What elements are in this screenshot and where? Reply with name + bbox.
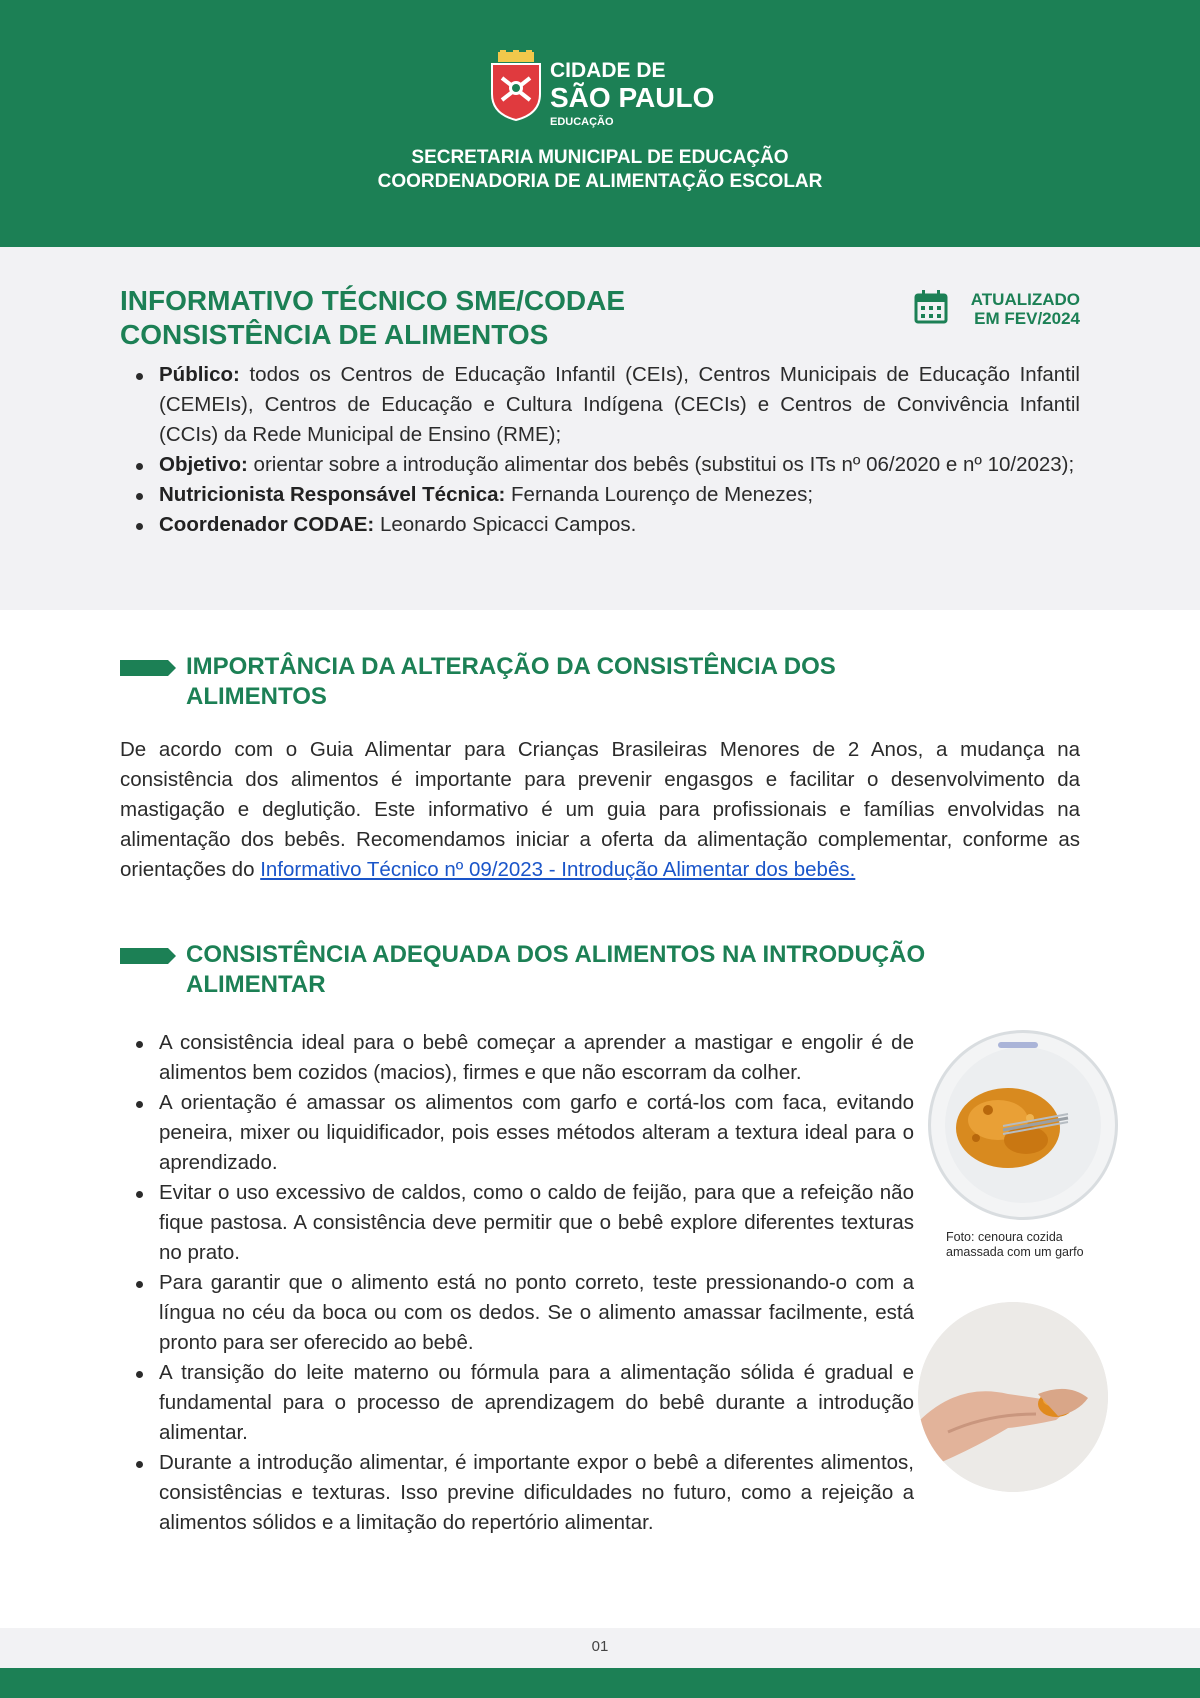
- title-line-1: INFORMATIVO TÉCNICO SME/CODAE: [120, 285, 626, 316]
- update-line-1: ATUALIZADO: [970, 290, 1080, 309]
- calendar-icon: [914, 290, 948, 324]
- list-item: Durante a introdução alimentar, é importante expor o bebê a diferentes alimentos, consistências e texturas. Isso previne dificuldades no futuro, como a rejeição a alimentos sólidos e a limitação do repertório alimentar.: [120, 1448, 914, 1538]
- info-item-objetivo: [120, 450, 1080, 480]
- photo-caption: Foto: cenoura cozida amassada com um garfo: [946, 1230, 1084, 1259]
- section-marker-icon: [120, 948, 176, 964]
- update-badge: [912, 290, 1082, 330]
- document-title: [120, 284, 625, 352]
- info-item-publico: [120, 360, 1080, 450]
- section-heading-consistencia: [120, 940, 1080, 1004]
- hand-illustration: [918, 1302, 1108, 1492]
- list-item: Para garantir que o alimento está no ponto correto, teste pressionando-o com a língua no céu da boca ou com os dedos. Se o alimento amassar facilmente, está pronto para ser oferecido ao bebê.: [120, 1268, 914, 1358]
- update-line-2: EM FEV/2024: [974, 309, 1080, 328]
- footer-strip: [0, 1668, 1200, 1698]
- mashed-carrot-photo: [928, 1030, 1118, 1220]
- section-heading-importancia: [120, 652, 1080, 716]
- header-coordenadoria: COORDENADORIA DE ALIMENTAÇÃO ESCOLAR: [377, 171, 823, 192]
- info-text: orientar sobre a introdução alimentar dos bebês (substitui os ITs nº 06/2020 e nº 10/2023);: [247, 453, 1075, 476]
- info-label: Nutricionista Responsável Técnica:: [159, 483, 506, 506]
- heading-line-1: IMPORTÂNCIA DA ALTERAÇÃO DA CONSISTÊNCIA DOS: [186, 653, 836, 680]
- section-marker-icon: [120, 660, 176, 676]
- info-label: Público:: [159, 363, 240, 386]
- plate-illustration: [928, 1030, 1118, 1220]
- consistency-list: [120, 1028, 914, 1538]
- logo-text-cidade-de: CIDADE DE: [550, 59, 666, 82]
- list-item: A transição do leite materno ou fórmula para a alimentação sólida é gradual e fundamental para o processo de aprendizagem do bebê durante a introdução alimentar.: [120, 1358, 914, 1448]
- heading-line-1: CONSISTÊNCIA ADEQUADA DOS ALIMENTOS NA INTRODUÇÃO: [186, 941, 926, 968]
- informativo-tecnico-link[interactable]: Informativo Técnico nº 09/2023 - Introdução Alimentar dos bebês.: [260, 858, 856, 881]
- list-item: A consistência ideal para o bebê começar a aprender a mastigar e engolir é de alimentos bem cozidos (macios), firmes e que não escorram da colher.: [120, 1028, 914, 1088]
- city-logo: [488, 50, 718, 130]
- info-item-nutricionista: [120, 480, 1080, 510]
- list-item: A orientação é amassar os alimentos com garfo e cortá-los com faca, evitando peneira, mixer ou liquidificador, pois esses métodos alteram a textura ideal para o aprendizado.: [120, 1088, 914, 1178]
- paragraph-text: De acordo com o Guia Alimentar para Crianças Brasileiras Menores de 2 Anos, a mudança na consistência dos alimentos é importante para prevenir engasgos e facilitar o desenvolvimento da mastigação e deglutição. Este informativo é um guia para profissionais e famílias envolvidas na alimentação dos bebês. Recomendamos iniciar a oferta da alimentação complementar, conforme as orientações do: [120, 738, 1080, 881]
- finger-pressing-carrot-photo: [918, 1302, 1108, 1492]
- list-item: Evitar o uso excessivo de caldos, como o caldo de feijão, para que a refeição não fique pastosa. A consistência deve permitir que o bebê explore diferentes texturas no prato.: [120, 1178, 914, 1268]
- sao-paulo-coat-of-arms-icon: [488, 50, 544, 122]
- section1-paragraph: [120, 735, 1080, 885]
- info-item-coordenador: [120, 510, 1080, 540]
- info-text: Fernanda Lourenço de Menezes;: [505, 483, 814, 506]
- header-secretaria: SECRETARIA MUNICIPAL DE EDUCAÇÃO: [411, 147, 789, 168]
- info-text: todos os Centros de Educação Infantil (CEIs), Centros Municipais de Educação Infantil (CEMEIs), Centros de Educação e Cultura Indígena (CECIs) e Centros de Convivência Infantil (CCIs) da Rede Municipal de Ensino (RME);: [159, 363, 1080, 446]
- info-label: Objetivo:: [159, 453, 248, 476]
- logo-text-educacao: EDUCAÇÃO: [550, 116, 614, 128]
- heading-line-2: ALIMENTAR: [186, 971, 326, 998]
- logo-text-sao-paulo: SÃO PAULO: [550, 82, 715, 113]
- info-text: Leonardo Spicacci Campos.: [374, 513, 637, 536]
- info-list: [120, 360, 1080, 540]
- page-number: 01: [591, 1638, 609, 1655]
- page-header: [0, 0, 1200, 247]
- title-line-2: CONSISTÊNCIA DE ALIMENTOS: [120, 319, 549, 350]
- info-label: Coordenador CODAE:: [159, 513, 375, 536]
- heading-line-2: ALIMENTOS: [186, 683, 327, 710]
